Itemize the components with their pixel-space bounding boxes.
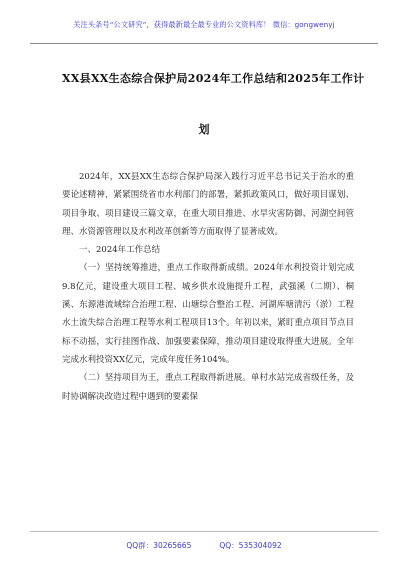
footer-qq-group: QQ群：30265665 [126,541,192,550]
document-body [62,168,354,406]
header-divider [30,43,378,44]
body-paragraph-intro: 2024年，XX县XX生态综合保护局深入践行习近平总书记关于治水的重要论述精神，紧紧围绕省市水利部门的部署，紧抓政策风口，做好项目谋划、项目争取、项目建设三篇文章，在重大项目推进、水旱灾害防御、河湖空间管理、水资源管理以及水利改革创新等方面取得了显著成效。 [62,172,354,237]
section-heading: 一、2024年工作总结 [79,245,161,256]
document-title-continuation: 划 [198,123,210,136]
body-paragraph-2: （二）坚持项目为王，重点工程取得新进展。单村水站完成省级任务，及时协调解决改造过程中遇到的要素保 [62,373,354,402]
footer-qq-number: QQ：535304092 [219,541,282,550]
header-banner: 关注头条号“公文研究”，获得最新最全最专业的公文资料库！ 微信：gongwenyj [73,20,335,29]
footer-contacts [0,540,408,551]
body-paragraph-1: （一）坚持统筹推进，重点工作取得新成绩。2024年水利投资计划完成9.8亿元，建设重大项目工程、城乡供水设施提升工程，武强溪（二期）、桐溪、东源港流域综合治理工程、山塘综合整治工程、河湖库塘清污（淤）工程水土流失综合治理工程等水利工程项目13个。年初以来，紧盯重点项目节点目标不动摇，实行挂图作战、加强要素保障，推动项目建设取得重大进展。全年完成水利投资XX亿元，完成年度任务104%。 [62,263,354,365]
document-title: XX县XX生态综合保护局2024年工作总结和2025年工作计 [62,72,365,85]
footer-divider [30,531,378,532]
